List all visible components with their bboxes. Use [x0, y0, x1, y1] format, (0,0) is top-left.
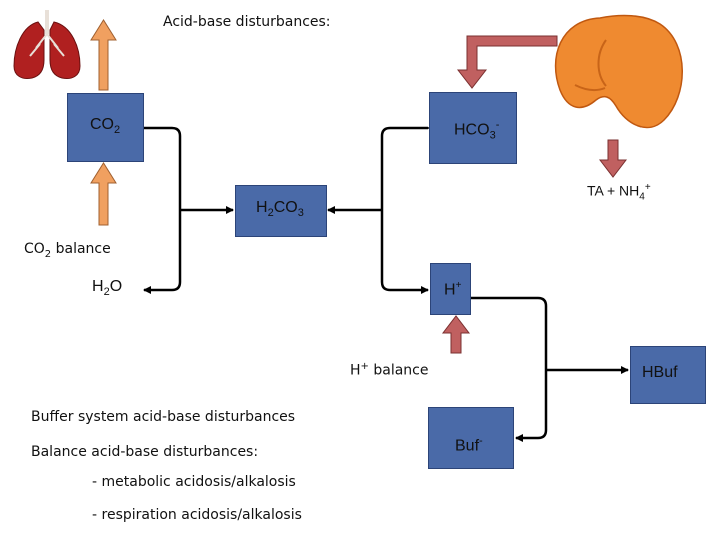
hco3-h-line: [382, 128, 428, 290]
buf-box: [428, 407, 514, 469]
lungs-icon: [14, 10, 80, 79]
h2co3-label: $H_2CO_3$: [256, 199, 304, 220]
hco3-box: [429, 92, 517, 164]
co2-exhale-arrow: [91, 20, 116, 90]
h-box: [430, 263, 471, 315]
h-label: H+: [444, 280, 462, 299]
respiration-note: - respiration acidosis/alkalosis: [92, 507, 302, 523]
diagram-title: Acid-base disturbances:: [163, 14, 331, 30]
hco3-label: $HCO_3^-$: [454, 119, 500, 142]
co2-intake-arrow: [91, 163, 116, 225]
connector-lines: [144, 128, 628, 438]
co2-balance-label: $CO_2$ balance: [24, 241, 111, 260]
co2-box: [67, 93, 144, 162]
metabolic-note: - metabolic acidosis/alkalosis: [92, 474, 296, 490]
buffer-system-note: Buffer system acid-base disturbances: [31, 409, 296, 425]
ta-nh4-label: TA + $NH_4^+$: [587, 182, 651, 203]
h2o-label: $H_2O$: [92, 278, 123, 299]
hbuf-label: HBuf: [642, 364, 678, 381]
h-balance-label: H+ balance: [350, 361, 429, 379]
kidney-excretion-arrow: [600, 140, 626, 177]
buf-label: Buf-: [455, 435, 483, 455]
hbuf-box: [630, 346, 706, 404]
h-balance-arrow: [443, 316, 469, 353]
kidney-icon: [556, 16, 683, 128]
kidney-to-hco3-arrow: [458, 36, 557, 88]
balance-note: Balance acid-base disturbances:: [31, 444, 259, 460]
co2-label: $CO_2$: [90, 116, 121, 137]
co2-h2o-line: [144, 128, 180, 290]
h2co3-box: [235, 185, 327, 237]
